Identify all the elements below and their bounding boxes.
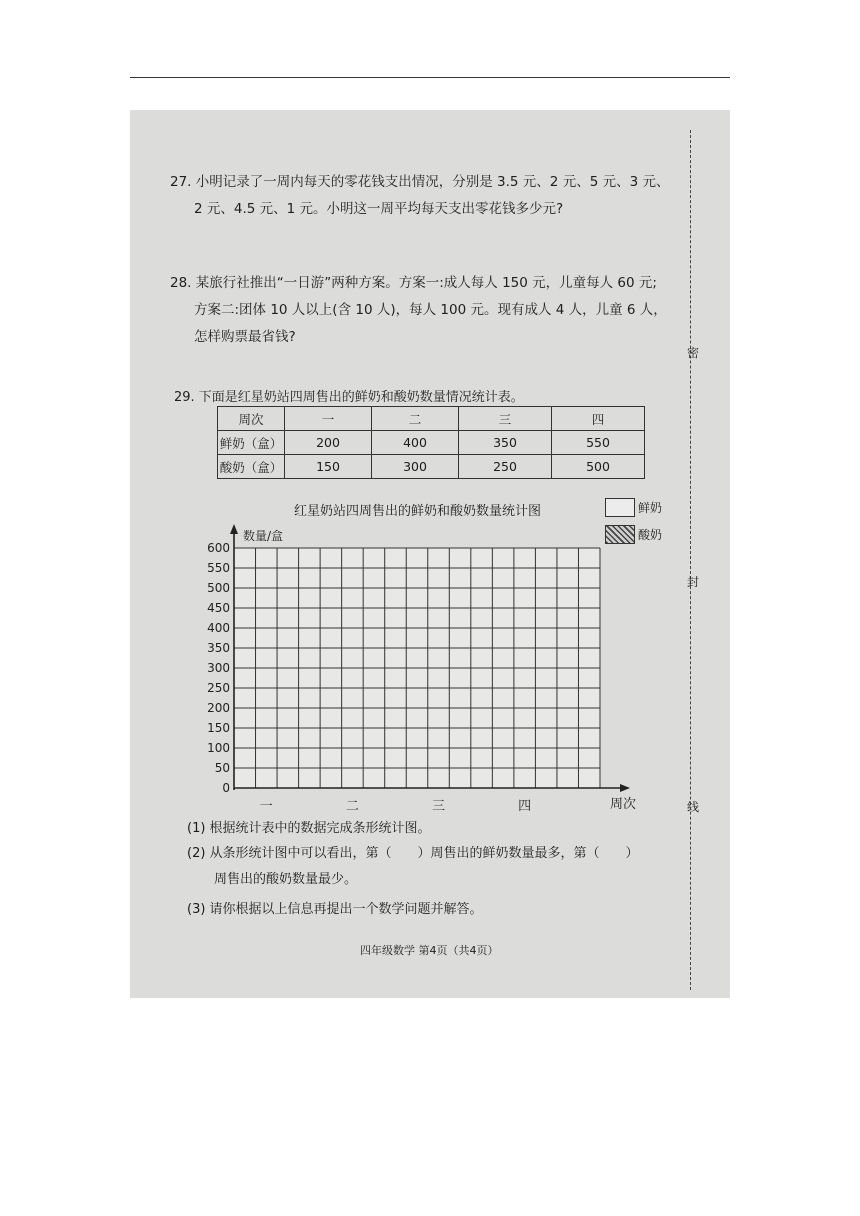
q29-sub2-line1: (2) 从条形统计图中可以看出，第（ ）周售出的鲜奶数量最多，第（ ） — [187, 846, 639, 861]
y-tick-label: 150 — [207, 721, 230, 735]
table-header-cell: 周次 — [218, 407, 285, 431]
q29-sub2-line2: 周售出的酸奶数量最少。 — [214, 872, 358, 887]
table-cell: 酸奶（盒） — [218, 455, 285, 479]
q29-intro: 29. 下面是红星奶站四周售出的鲜奶和酸奶数量情况统计表。 — [174, 390, 524, 405]
table-cell: 150 — [285, 455, 372, 479]
x-category-label: 四 — [518, 799, 532, 814]
x-category-label: 二 — [345, 799, 359, 814]
bar-chart-grid[interactable] — [200, 520, 670, 820]
seal-mark-xian: 线 — [687, 800, 700, 814]
y-tick-label: 350 — [207, 641, 230, 655]
y-tick-label: 550 — [207, 561, 230, 575]
table-cell: 250 — [459, 455, 552, 479]
table-cell: 350 — [459, 431, 552, 455]
q29-sub3: (3) 请你根据以上信息再提出一个数学问题并解答。 — [187, 902, 483, 917]
x-category-label: 一 — [259, 799, 273, 814]
table-header-cell: 二 — [372, 407, 459, 431]
table-cell: 400 — [372, 431, 459, 455]
y-tick-label: 0 — [222, 781, 230, 795]
chart-title: 红星奶站四周售出的鲜奶和酸奶数量统计图 — [294, 504, 542, 519]
y-tick-label: 300 — [207, 661, 230, 675]
y-tick-label: 50 — [214, 761, 230, 775]
table-cell: 鲜奶（盒） — [218, 431, 285, 455]
x-axis-arrow — [620, 784, 630, 792]
seal-line — [690, 130, 691, 990]
exam-page-photo — [130, 110, 730, 998]
table-header-row — [218, 407, 645, 431]
table-row — [218, 455, 645, 479]
y-tick-label: 100 — [207, 741, 230, 755]
legend-swatch-fresh-milk — [605, 498, 635, 517]
table-header-cell: 一 — [285, 407, 372, 431]
y-tick-label: 450 — [207, 601, 230, 615]
page-footer: 四年级数学 第4页（共4页） — [360, 944, 499, 957]
legend-label-yogurt: 酸奶 — [638, 528, 663, 542]
y-tick-label: 500 — [207, 581, 230, 595]
table-cell: 200 — [285, 431, 372, 455]
y-tick-label: 400 — [207, 621, 230, 635]
legend-label-fresh-milk: 鲜奶 — [638, 501, 663, 515]
table-cell: 550 — [552, 431, 645, 455]
q28-line3: 怎样购票最省钱? — [194, 329, 296, 345]
q28-line1: 28. 某旅行社推出“一日游”两种方案。方案一:成人每人 150 元，儿童每人 60 元; — [170, 275, 657, 291]
table-row — [218, 431, 645, 455]
q27-line2: 2 元、4.5 元、1 元。小明这一周平均每天支出零花钱多少元? — [194, 201, 564, 217]
table-header-cell: 三 — [459, 407, 552, 431]
table-header-cell: 四 — [552, 407, 645, 431]
seal-mark-feng: 封 — [687, 575, 700, 589]
stat-table — [217, 406, 645, 479]
q27-line1: 27. 小明记录了一周内每天的零花钱支出情况，分别是 3.5 元、2 元、5 元、3 元、 — [170, 174, 670, 190]
y-tick-label: 200 — [207, 701, 230, 715]
table-cell: 500 — [552, 455, 645, 479]
q28-line2: 方案二:团体 10 人以上(含 10 人)，每人 100 元。现有成人 4 人，儿童 6 人， — [194, 302, 667, 318]
q29-sub1: (1) 根据统计表中的数据完成条形统计图。 — [187, 821, 431, 836]
x-axis-title: 周次 — [609, 797, 636, 812]
y-axis-arrow — [230, 524, 238, 534]
seal-mark-mi: 密 — [687, 346, 700, 360]
x-category-label: 三 — [432, 799, 446, 814]
y-tick-label: 600 — [207, 541, 230, 555]
table-cell: 300 — [372, 455, 459, 479]
y-axis-title: 数量/盒 — [243, 529, 284, 543]
y-tick-label: 250 — [207, 681, 230, 695]
top-rule — [130, 77, 730, 78]
